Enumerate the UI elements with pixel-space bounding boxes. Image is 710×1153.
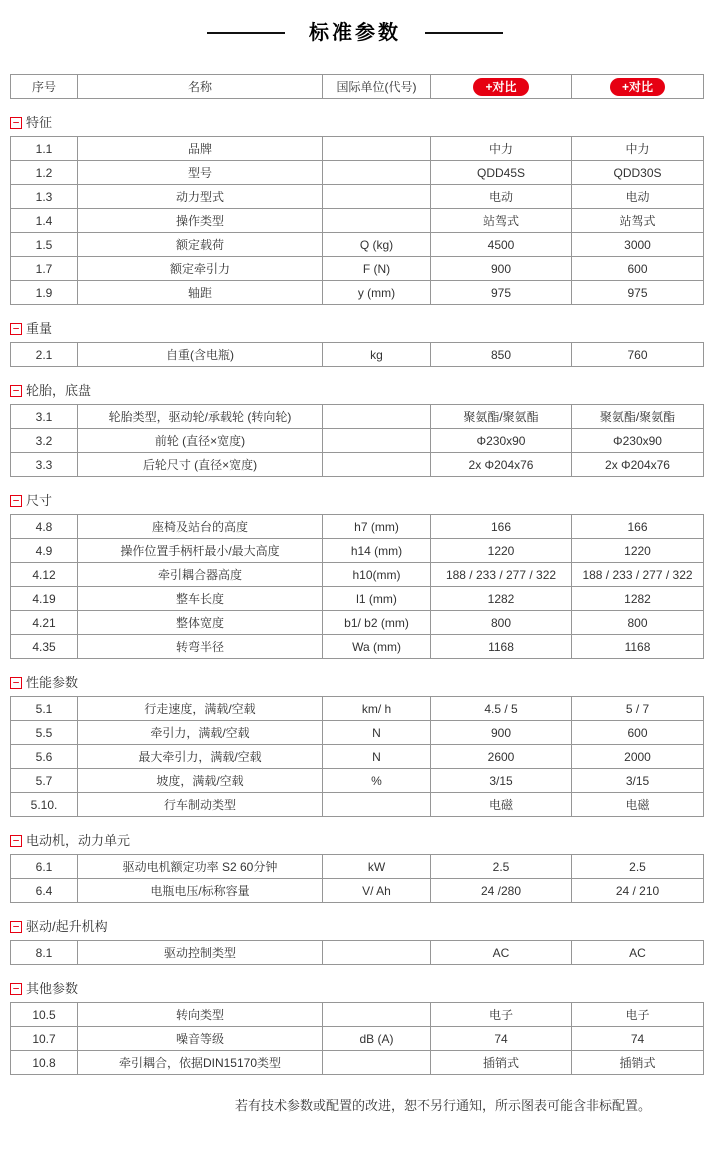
unit-cell: dB (A) <box>323 1027 431 1051</box>
value-cell-2: 600 <box>572 721 704 745</box>
value-cell-2: 800 <box>572 611 704 635</box>
table-row <box>11 793 704 817</box>
unit-cell: Wa (mm) <box>323 635 431 659</box>
table-row <box>11 611 704 635</box>
value-cell-2: Φ230x90 <box>572 429 704 453</box>
value-cell-2: 聚氨酯/聚氨酯 <box>572 405 704 429</box>
row-id-cell: 1.4 <box>11 209 78 233</box>
row-id-cell: 1.7 <box>11 257 78 281</box>
param-name-cell: 自重(含电瓶) <box>78 343 323 367</box>
table-row <box>11 745 704 769</box>
table-header <box>10 74 704 99</box>
table-row <box>11 941 704 965</box>
value-cell-2: 3/15 <box>572 769 704 793</box>
table-row <box>11 1027 704 1051</box>
value-cell-2: 1168 <box>572 635 704 659</box>
collapse-minus-icon[interactable]: − <box>10 921 22 933</box>
param-name-cell: 牵引力，满载/空载 <box>78 721 323 745</box>
row-id-cell: 2.1 <box>11 343 78 367</box>
value-cell-2: 3000 <box>572 233 704 257</box>
value-cell-1: 2x Φ204x76 <box>431 453 572 477</box>
table-row <box>11 209 704 233</box>
param-name-cell: 座椅及站台的高度 <box>78 515 323 539</box>
section-header <box>10 833 710 848</box>
value-cell-1: 24 /280 <box>431 879 572 903</box>
param-name-cell: 最大牵引力，满载/空载 <box>78 745 323 769</box>
value-cell-1: 188 / 233 / 277 / 322 <box>431 563 572 587</box>
row-id-cell: 3.1 <box>11 405 78 429</box>
value-cell-2: 975 <box>572 281 704 305</box>
value-cell-2: 188 / 233 / 277 / 322 <box>572 563 704 587</box>
row-id-cell: 4.9 <box>11 539 78 563</box>
unit-cell: N <box>323 721 431 745</box>
value-cell-2: 中力 <box>572 137 704 161</box>
unit-cell: % <box>323 769 431 793</box>
param-name-cell: 驱动控制类型 <box>78 941 323 965</box>
table-row <box>11 161 704 185</box>
col-header-unit: 国际单位(代号) <box>323 75 431 99</box>
section-title: 特征 <box>26 115 53 130</box>
row-id-cell: 1.9 <box>11 281 78 305</box>
param-name-cell: 噪音等级 <box>78 1027 323 1051</box>
value-cell-1: 电子 <box>431 1003 572 1027</box>
value-cell-1: 4500 <box>431 233 572 257</box>
value-cell-1: 中力 <box>431 137 572 161</box>
row-id-cell: 5.5 <box>11 721 78 745</box>
section-title: 轮胎，底盘 <box>26 383 92 398</box>
table-row <box>11 855 704 879</box>
unit-cell: y (mm) <box>323 281 431 305</box>
table-row <box>11 563 704 587</box>
param-name-cell: 坡度，满载/空载 <box>78 769 323 793</box>
value-cell-1: 1220 <box>431 539 572 563</box>
param-name-cell: 行车制动类型 <box>78 793 323 817</box>
value-cell-1: 800 <box>431 611 572 635</box>
section-header <box>10 321 710 336</box>
unit-cell <box>323 941 431 965</box>
collapse-minus-icon[interactable]: − <box>10 323 22 335</box>
value-cell-1: 站驾式 <box>431 209 572 233</box>
section-header <box>10 981 710 996</box>
param-name-cell: 后轮尺寸 (直径×宽度) <box>78 453 323 477</box>
table-row <box>11 1051 704 1075</box>
param-name-cell: 牵引耦合，依据DIN15170类型 <box>78 1051 323 1075</box>
unit-cell: kg <box>323 343 431 367</box>
value-cell-2: 2000 <box>572 745 704 769</box>
unit-cell <box>323 793 431 817</box>
collapse-minus-icon[interactable]: − <box>10 385 22 397</box>
unit-cell <box>323 1003 431 1027</box>
param-name-cell: 整车长度 <box>78 587 323 611</box>
section-table <box>10 404 704 477</box>
unit-cell <box>323 453 431 477</box>
value-cell-1: 850 <box>431 343 572 367</box>
unit-cell <box>323 429 431 453</box>
value-cell-1: AC <box>431 941 572 965</box>
param-name-cell: 前轮 (直径×宽度) <box>78 429 323 453</box>
col-header-compare-2 <box>572 75 704 99</box>
row-id-cell: 8.1 <box>11 941 78 965</box>
section-table <box>10 940 704 965</box>
unit-cell <box>323 185 431 209</box>
section-header <box>10 383 710 398</box>
unit-cell: h14 (mm) <box>323 539 431 563</box>
param-name-cell: 操作类型 <box>78 209 323 233</box>
value-cell-2: 24 / 210 <box>572 879 704 903</box>
param-name-cell: 转弯半径 <box>78 635 323 659</box>
section-title: 其他参数 <box>26 981 79 996</box>
collapse-minus-icon[interactable]: − <box>10 983 22 995</box>
unit-cell: V/ Ah <box>323 879 431 903</box>
param-name-cell: 型号 <box>78 161 323 185</box>
row-id-cell: 10.7 <box>11 1027 78 1051</box>
param-name-cell: 电瓶电压/标称容量 <box>78 879 323 903</box>
row-id-cell: 1.3 <box>11 185 78 209</box>
table-row <box>11 185 704 209</box>
value-cell-2: 电动 <box>572 185 704 209</box>
section-header <box>10 675 710 690</box>
unit-cell: km/ h <box>323 697 431 721</box>
value-cell-2: 760 <box>572 343 704 367</box>
value-cell-2: 2.5 <box>572 855 704 879</box>
table-row <box>11 635 704 659</box>
value-cell-1: 74 <box>431 1027 572 1051</box>
unit-cell <box>323 405 431 429</box>
param-name-cell: 动力型式 <box>78 185 323 209</box>
section-table <box>10 136 704 305</box>
section-table <box>10 342 704 367</box>
table-row <box>11 515 704 539</box>
value-cell-2: AC <box>572 941 704 965</box>
row-id-cell: 4.12 <box>11 563 78 587</box>
page-title-block <box>0 20 710 46</box>
section-table <box>10 1002 704 1075</box>
unit-cell <box>323 1051 431 1075</box>
value-cell-2: 电磁 <box>572 793 704 817</box>
table-row <box>11 343 704 367</box>
section-title: 尺寸 <box>26 493 53 508</box>
col-header-name: 名称 <box>78 75 323 99</box>
row-id-cell: 3.2 <box>11 429 78 453</box>
col-header-compare-1 <box>431 75 572 99</box>
unit-cell: N <box>323 745 431 769</box>
compare-button-1[interactable]: +对比 <box>473 78 528 96</box>
unit-cell: l1 (mm) <box>323 587 431 611</box>
section-header <box>10 115 710 130</box>
value-cell-1: 2600 <box>431 745 572 769</box>
row-id-cell: 4.8 <box>11 515 78 539</box>
section-title: 电动机，动力单元 <box>26 833 131 848</box>
value-cell-1: 900 <box>431 721 572 745</box>
row-id-cell: 6.4 <box>11 879 78 903</box>
value-cell-2: 600 <box>572 257 704 281</box>
param-name-cell: 品牌 <box>78 137 323 161</box>
row-id-cell: 1.5 <box>11 233 78 257</box>
value-cell-1: 4.5 / 5 <box>431 697 572 721</box>
value-cell-1: 电动 <box>431 185 572 209</box>
table-row <box>11 539 704 563</box>
unit-cell: kW <box>323 855 431 879</box>
value-cell-2: QDD30S <box>572 161 704 185</box>
param-name-cell: 额定载荷 <box>78 233 323 257</box>
row-id-cell: 1.1 <box>11 137 78 161</box>
value-cell-2: 166 <box>572 515 704 539</box>
value-cell-1: 1282 <box>431 587 572 611</box>
row-id-cell: 4.35 <box>11 635 78 659</box>
section-table <box>10 854 704 903</box>
table-row <box>11 721 704 745</box>
value-cell-2: 2x Φ204x76 <box>572 453 704 477</box>
value-cell-1: QDD45S <box>431 161 572 185</box>
section-header <box>10 919 710 934</box>
row-id-cell: 5.10. <box>11 793 78 817</box>
value-cell-2: 插销式 <box>572 1051 704 1075</box>
param-name-cell: 整体宽度 <box>78 611 323 635</box>
param-name-cell: 牵引耦合器高度 <box>78 563 323 587</box>
title-rule-right <box>425 32 503 34</box>
param-name-cell: 额定牵引力 <box>78 257 323 281</box>
page-title: 标准参数 <box>309 22 401 44</box>
table-row <box>11 697 704 721</box>
table-row <box>11 587 704 611</box>
value-cell-1: 电磁 <box>431 793 572 817</box>
value-cell-1: 900 <box>431 257 572 281</box>
value-cell-1: 1168 <box>431 635 572 659</box>
section-table <box>10 696 704 817</box>
unit-cell: b1/ b2 (mm) <box>323 611 431 635</box>
sections-container <box>0 115 710 1075</box>
value-cell-1: Φ230x90 <box>431 429 572 453</box>
value-cell-1: 2.5 <box>431 855 572 879</box>
section-title: 性能参数 <box>26 675 79 690</box>
title-rule-left <box>207 32 285 34</box>
footer-note: 若有技术参数或配置的改进，恕不另行通知，所示图表可能含非标配置。 <box>234 1098 651 1113</box>
table-row <box>11 453 704 477</box>
value-cell-2: 1282 <box>572 587 704 611</box>
param-name-cell: 转向类型 <box>78 1003 323 1027</box>
value-cell-2: 电子 <box>572 1003 704 1027</box>
unit-cell <box>323 209 431 233</box>
param-name-cell: 操作位置手柄杆最小/最大高度 <box>78 539 323 563</box>
param-name-cell: 轴距 <box>78 281 323 305</box>
value-cell-1: 聚氨酯/聚氨酯 <box>431 405 572 429</box>
table-row <box>11 137 704 161</box>
unit-cell: h10(mm) <box>323 563 431 587</box>
row-id-cell: 4.19 <box>11 587 78 611</box>
section-header <box>10 493 710 508</box>
row-id-cell: 1.2 <box>11 161 78 185</box>
row-id-cell: 5.6 <box>11 745 78 769</box>
row-id-cell: 6.1 <box>11 855 78 879</box>
row-id-cell: 3.3 <box>11 453 78 477</box>
value-cell-1: 插销式 <box>431 1051 572 1075</box>
value-cell-2: 1220 <box>572 539 704 563</box>
unit-cell: h7 (mm) <box>323 515 431 539</box>
param-name-cell: 轮胎类型，驱动轮/承载轮 (转向轮) <box>78 405 323 429</box>
value-cell-2: 5 / 7 <box>572 697 704 721</box>
row-id-cell: 5.7 <box>11 769 78 793</box>
section-table <box>10 514 704 659</box>
col-header-id: 序号 <box>11 75 78 99</box>
unit-cell <box>323 137 431 161</box>
value-cell-1: 166 <box>431 515 572 539</box>
value-cell-1: 3/15 <box>431 769 572 793</box>
value-cell-2: 站驾式 <box>572 209 704 233</box>
collapse-minus-icon[interactable]: − <box>10 835 22 847</box>
param-name-cell: 驱动电机额定功率 S2 60分钟 <box>78 855 323 879</box>
table-row <box>11 281 704 305</box>
row-id-cell: 4.21 <box>11 611 78 635</box>
param-name-cell: 行走速度，满载/空载 <box>78 697 323 721</box>
unit-cell: Q (kg) <box>323 233 431 257</box>
collapse-minus-icon[interactable]: − <box>10 677 22 689</box>
collapse-minus-icon[interactable]: − <box>10 495 22 507</box>
table-row <box>11 233 704 257</box>
value-cell-2: 74 <box>572 1027 704 1051</box>
collapse-minus-icon[interactable]: − <box>10 117 22 129</box>
section-title: 重量 <box>26 321 53 336</box>
table-row <box>11 405 704 429</box>
row-id-cell: 10.8 <box>11 1051 78 1075</box>
table-row <box>11 769 704 793</box>
row-id-cell: 5.1 <box>11 697 78 721</box>
row-id-cell: 10.5 <box>11 1003 78 1027</box>
unit-cell: F (N) <box>323 257 431 281</box>
value-cell-1: 975 <box>431 281 572 305</box>
table-row <box>11 257 704 281</box>
table-row <box>11 879 704 903</box>
compare-button-2[interactable]: +对比 <box>610 78 665 96</box>
table-row <box>11 1003 704 1027</box>
section-title: 驱动/起升机构 <box>26 919 108 934</box>
unit-cell <box>323 161 431 185</box>
table-row <box>11 429 704 453</box>
header-row <box>11 75 704 99</box>
